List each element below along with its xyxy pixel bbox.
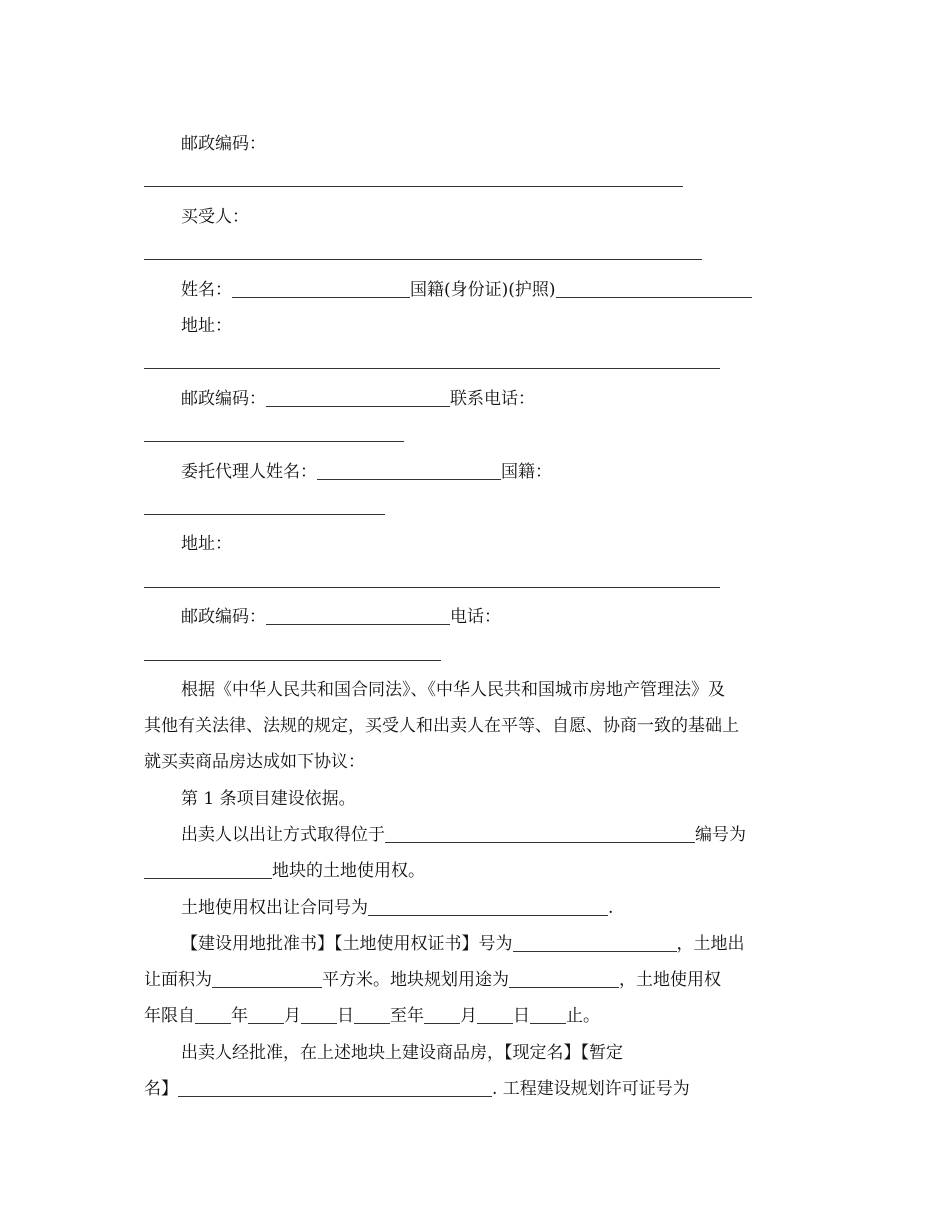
land-number-blank [144, 862, 272, 879]
contract-number-period: . [608, 898, 614, 918]
land-number-row [144, 860, 425, 882]
certificate-label: 【建设用地批准书】【土地使用权证书】号为 [181, 934, 513, 954]
land-location-row [181, 824, 746, 846]
preamble-line-1: 根据《中华人民共和国合同法》、《中华人民共和国城市房地产管理法》及 [181, 680, 725, 700]
agent-nationality-label: 国籍： [501, 462, 552, 482]
certificate-blank [513, 935, 677, 952]
end-day-label: 日 [513, 1006, 530, 1026]
land-source-prefix: 出卖人以出让方式取得位于 [181, 825, 385, 845]
term-end-label: 止。 [566, 1006, 600, 1026]
agent-postal-code-label: 邮政编码： [181, 607, 266, 627]
contract-number-label: 土地使用权出让合同号为 [181, 898, 368, 918]
contract-number-blank [368, 899, 608, 916]
term-from-label: 年限自 [144, 1006, 195, 1026]
end-month-blank [424, 1007, 460, 1024]
approval-line: 出卖人经批准，在上述地块上建设商品房，【现定名】【暂定 [181, 1043, 623, 1063]
buyer-name-row [181, 279, 752, 301]
land-number-label: 编号为 [695, 825, 746, 845]
agent-name-blank [317, 463, 501, 480]
project-name-label: 名】 [144, 1079, 178, 1099]
buyer-name-blank [232, 281, 410, 298]
seller-postal-code-label: 邮政编码： [181, 134, 266, 154]
land-area-label: 让面积为 [144, 970, 212, 990]
preamble-line-2: 其他有关法律、法规的规定，买受人和出卖人在平等、自愿、协商一致的基础上 [144, 716, 739, 736]
certificate-row [181, 933, 745, 955]
buyer-name-label: 姓名： [181, 280, 232, 300]
start-year-blank [195, 1007, 231, 1024]
day-label: 日 [337, 1006, 354, 1026]
buyer-postal-code-blank [266, 390, 450, 407]
buyer-heading: 买受人： [181, 207, 249, 227]
agent-address-label: 地址： [181, 534, 232, 554]
buyer-nationality-label: 国籍(身份证)(护照) [410, 280, 556, 300]
permit-number-label: . 工程建设规划许可证号为 [492, 1079, 690, 1099]
land-term-label: ，土地使用权 [619, 970, 721, 990]
year-label: 年 [231, 1006, 248, 1026]
agent-postal-code-blank [266, 608, 450, 625]
land-area-prefix: ，土地出 [676, 934, 745, 954]
buyer-nationality-blank [556, 281, 752, 298]
end-month-label: 月 [460, 1006, 477, 1026]
agent-name-label: 委托代理人姓名： [181, 462, 317, 482]
land-purpose-blank [509, 971, 619, 988]
buyer-heading-blank [144, 259, 702, 260]
start-month-blank [248, 1007, 284, 1024]
to-year-label: 至年 [390, 1006, 424, 1026]
contract-number-row [181, 897, 613, 919]
end-year-blank [354, 1007, 390, 1024]
buyer-address-label: 地址： [181, 316, 232, 336]
project-name-blank [178, 1080, 492, 1097]
buyer-phone-blank [144, 441, 404, 442]
start-day-blank [301, 1007, 337, 1024]
land-purpose-label: 平方米。地块规划用途为 [322, 970, 509, 990]
project-name-row [144, 1078, 690, 1100]
preamble-line-3: 就买卖商品房达成如下协议： [144, 752, 365, 772]
buyer-postal-row [181, 388, 535, 410]
buyer-phone-label: 联系电话： [450, 389, 535, 409]
agent-nationality-blank [144, 514, 385, 515]
land-area-blank [212, 971, 322, 988]
agent-address-blank [144, 587, 720, 588]
agent-phone-blank [144, 660, 441, 661]
end-day-blank [477, 1007, 513, 1024]
seller-postal-code-blank [144, 186, 683, 187]
agent-name-row [181, 461, 552, 483]
end-blank [530, 1007, 566, 1024]
agent-postal-row [181, 606, 501, 628]
land-area-row [144, 969, 721, 991]
agent-phone-label: 电话： [450, 607, 501, 627]
buyer-postal-code-label: 邮政编码： [181, 389, 266, 409]
month-label: 月 [284, 1006, 301, 1026]
land-term-row [144, 1005, 600, 1027]
article-1-title: 第 1 条项目建设依据。 [181, 789, 356, 809]
buyer-address-blank [144, 368, 720, 369]
land-location-blank [385, 826, 695, 843]
land-use-right-suffix: 地块的土地使用权。 [272, 861, 425, 881]
